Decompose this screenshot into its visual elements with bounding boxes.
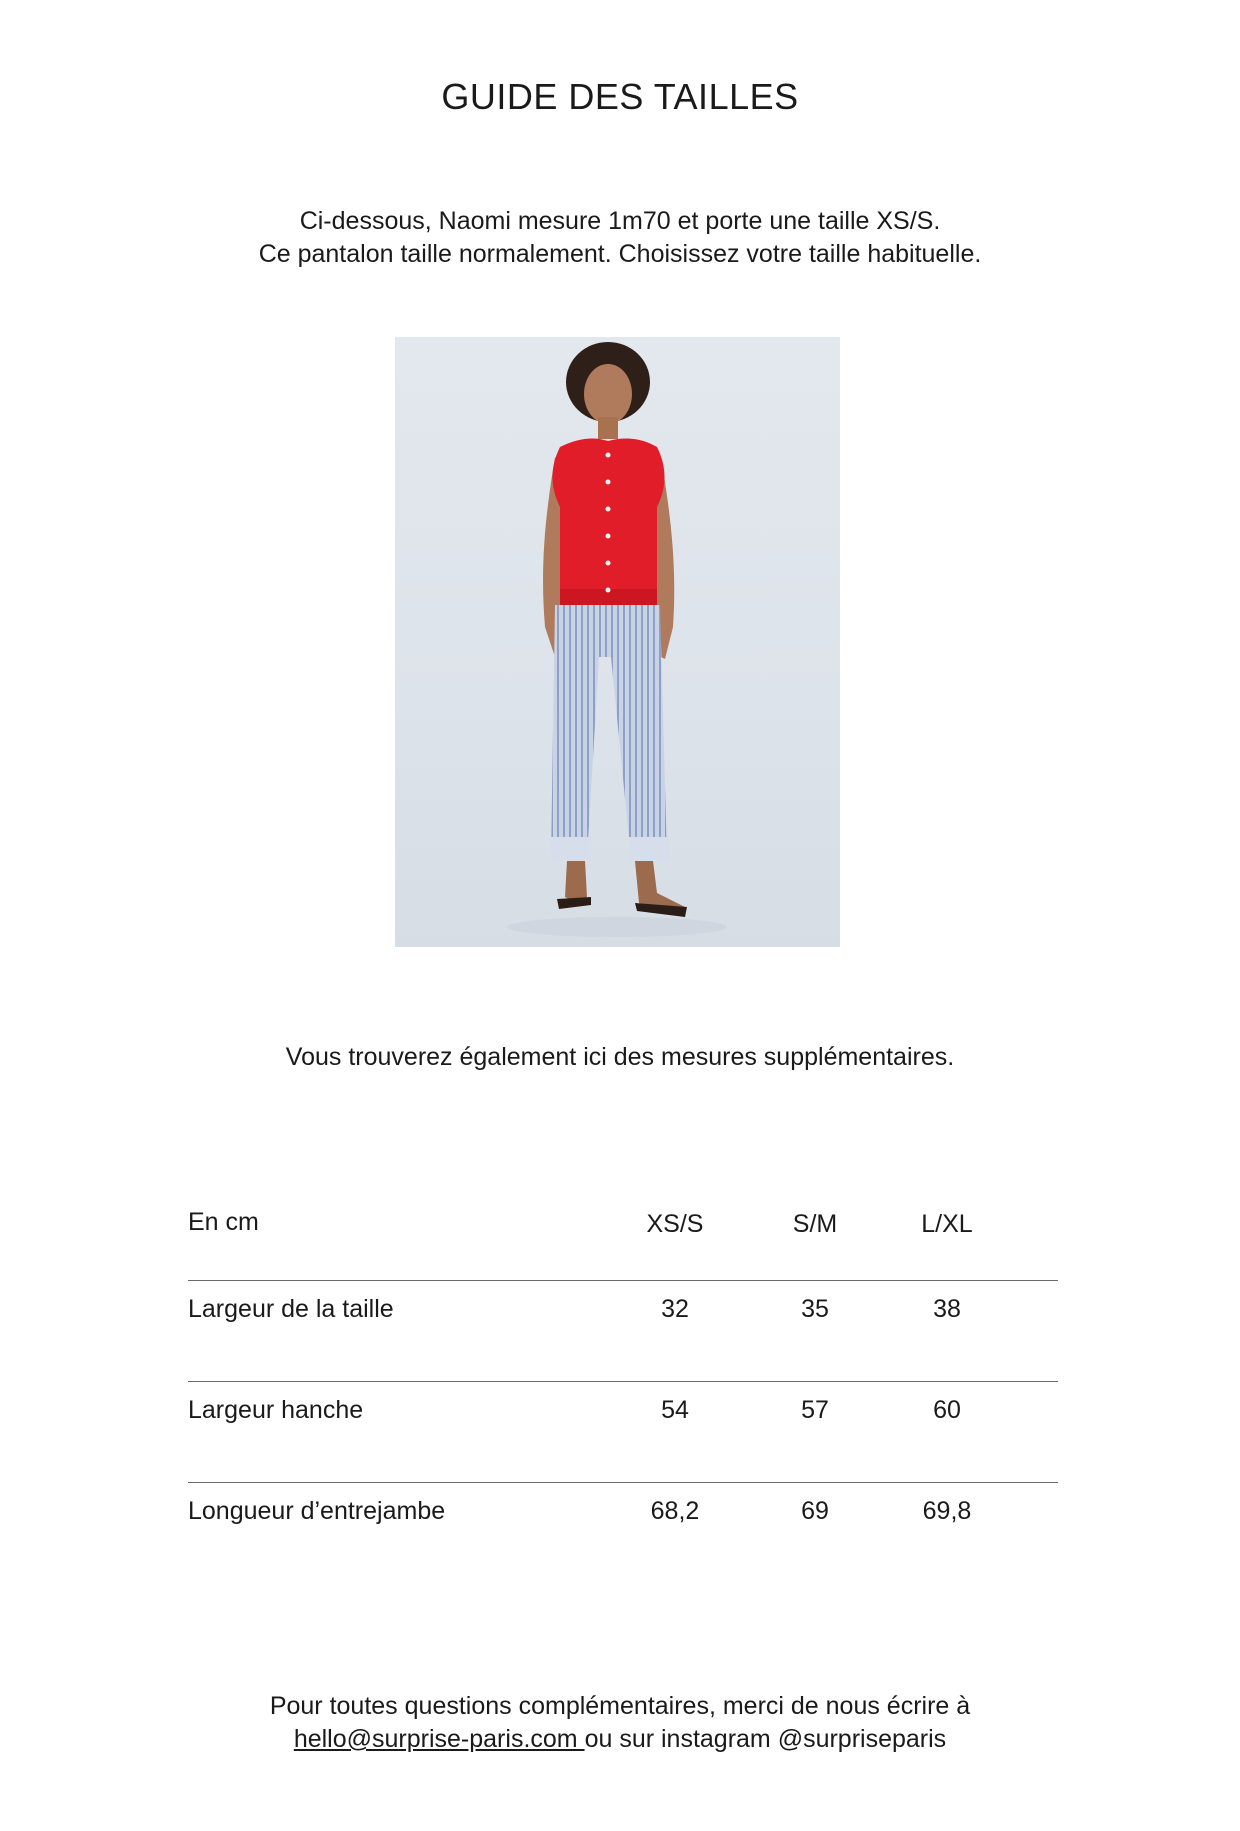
size-table <box>188 1200 1058 1583</box>
page-title: GUIDE DES TAILLES <box>441 76 799 117</box>
table-cell: 69,8 <box>922 1497 972 1525</box>
right-cuff <box>629 837 669 861</box>
table-cell: 57 <box>801 1396 829 1424</box>
striped-trousers <box>551 605 667 859</box>
size-table-header <box>188 1200 1058 1280</box>
red-top <box>553 439 665 611</box>
row-label-hip: Largeur hanche <box>188 1396 364 1424</box>
left-foot <box>565 861 587 902</box>
left-cuff <box>551 837 591 861</box>
extra-measures-text: Vous trouverez également ici des mesures supplémentaires. <box>285 1043 955 1071</box>
intro-line-model: Ci-dessous, Naomi mesure 1m70 et porte une taille XS/S. <box>299 207 941 235</box>
intro-line-fit: Ce pantalon taille normalement. Choisissez votre taille habituelle. <box>258 240 982 268</box>
instagram-text: ou sur instagram @surpriseparis <box>584 1725 947 1753</box>
table-cell: 60 <box>933 1396 961 1424</box>
table-cell: 32 <box>661 1295 689 1323</box>
intro-text <box>0 205 1240 271</box>
model-illustration <box>395 337 840 947</box>
table-row <box>188 1281 1058 1381</box>
model-photo <box>395 337 840 947</box>
table-cell: 38 <box>933 1295 961 1323</box>
contact-text <box>0 1690 1240 1756</box>
left-sandal <box>557 897 591 909</box>
table-cell: 54 <box>661 1396 689 1424</box>
table-cell: 68,2 <box>650 1497 700 1525</box>
contact-line-2 <box>0 1723 1240 1756</box>
table-row <box>188 1382 1058 1482</box>
size-header-s-m: S/M <box>792 1210 838 1238</box>
face <box>584 364 632 424</box>
unit-label: En cm <box>188 1208 259 1236</box>
contact-line: Pour toutes questions complémentaires, merci de nous écrire à <box>269 1692 971 1720</box>
neck <box>598 417 618 439</box>
row-label-inseam: Longueur d’entrejambe <box>188 1497 446 1525</box>
size-header-xs-s: XS/S <box>646 1210 704 1238</box>
table-cell: 69 <box>801 1497 829 1525</box>
email-link[interactable]: hello@surprise-paris.com <box>293 1725 585 1753</box>
table-row <box>188 1483 1058 1583</box>
row-label-waist: Largeur de la taille <box>188 1295 394 1323</box>
size-header-l-xl: L/XL <box>921 1210 973 1238</box>
table-cell: 35 <box>801 1295 829 1323</box>
floor-shadow <box>507 917 727 937</box>
